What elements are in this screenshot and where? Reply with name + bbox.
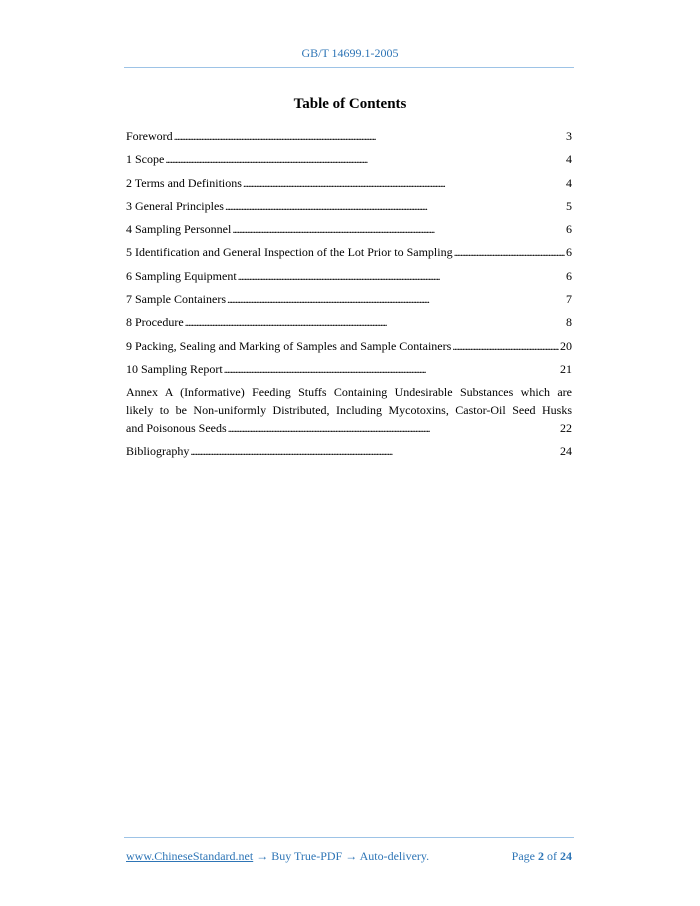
- toc-entry-page: 4: [566, 152, 572, 167]
- toc-entry-page: 6: [566, 222, 572, 237]
- dot-leader: [165, 150, 565, 168]
- footer-divider: [124, 837, 574, 838]
- toc-entry-identification[interactable]: [126, 243, 572, 266]
- dot-leader: [174, 127, 565, 145]
- toc-entry-text-line: likely to be Non-uniformly Distributed, Including Mycotoxins, Castor-Oil Seed Husks: [126, 403, 572, 418]
- toc-entry-text: Bibliography: [126, 444, 190, 459]
- page-label: Page: [511, 849, 535, 863]
- page-indicator: [512, 849, 572, 864]
- toc-entry-page: 4: [566, 175, 572, 190]
- toc-entry-text: 1 Scope: [126, 152, 165, 167]
- dot-leader: [225, 197, 565, 215]
- toc-title: Table of Contents: [293, 96, 407, 112]
- toc-entry-text: 10 Sampling Report: [126, 361, 223, 376]
- toc-entry-sampling-personnel[interactable]: [126, 220, 572, 243]
- toc-entry-page: 6: [566, 268, 572, 283]
- toc-entry-text-line: Annex A (Informative) Feeding Stuffs Containing Undesirable Substances which are: [126, 385, 572, 400]
- toc-entry-page: 8: [566, 315, 572, 330]
- arrow-right-icon: →: [256, 849, 269, 863]
- dot-leader: [227, 290, 565, 308]
- toc-entry-sample-containers[interactable]: [126, 290, 572, 313]
- toc-entry-page: 22: [560, 421, 572, 436]
- toc-entry-text: 2 Terms and Definitions: [126, 175, 242, 190]
- toc-entry-page: 5: [566, 198, 572, 213]
- toc-entry-page: 3: [566, 129, 572, 143]
- dot-leader: [190, 442, 559, 460]
- page-current: 2: [538, 849, 544, 863]
- toc-entry-text-line: and Poisonous Seeds: [126, 421, 227, 436]
- toc-entry-text: 7 Sample Containers: [126, 292, 226, 307]
- page-of-label: of: [547, 849, 557, 863]
- toc-entry-sampling-equipment[interactable]: [126, 267, 572, 290]
- toc-entry-text: 3 General Principles: [126, 198, 224, 213]
- dot-leader: [243, 174, 565, 192]
- buy-true-pdf-text: Buy True-PDF: [271, 849, 343, 863]
- toc-entry-packing[interactable]: [126, 337, 572, 360]
- dot-leader: [185, 313, 565, 331]
- toc-entry-page: 24: [560, 444, 572, 459]
- dot-leader: [454, 243, 565, 261]
- dot-leader: [238, 267, 565, 285]
- header-divider: [124, 67, 574, 68]
- toc-entry-text: 9 Packing, Sealing and Marking of Samples and Sample Containers: [126, 338, 452, 353]
- toc-entry-procedure[interactable]: [126, 313, 572, 336]
- toc-entry-page: 21: [560, 361, 572, 376]
- toc-entry-terms[interactable]: [126, 174, 572, 197]
- toc-entry-general-principles[interactable]: [126, 197, 572, 220]
- arrow-right-icon: →: [345, 849, 358, 863]
- toc-entry-text: Foreword: [126, 129, 173, 143]
- toc-entry-bibliography[interactable]: [126, 442, 572, 465]
- toc-entry-annex-a[interactable]: [126, 383, 572, 437]
- table-of-contents: [126, 127, 572, 466]
- toc-entry-scope[interactable]: [126, 150, 572, 173]
- dot-leader: [224, 360, 559, 378]
- toc-entry-page: 20: [560, 338, 572, 353]
- toc-entry-text: 5 Identification and General Inspection of the Lot Prior to Sampling: [126, 245, 453, 260]
- toc-entry-text: 4 Sampling Personnel: [126, 222, 232, 237]
- toc-entry-foreword[interactable]: [126, 127, 572, 150]
- dot-leader: [232, 220, 565, 238]
- auto-delivery-text: Auto-delivery.: [359, 849, 430, 863]
- toc-entry-page: 7: [566, 292, 572, 307]
- toc-entry-text: 8 Procedure: [126, 315, 184, 330]
- toc-entry-sampling-report[interactable]: [126, 360, 572, 383]
- website-link[interactable]: www.ChineseStandard.net: [126, 849, 254, 863]
- toc-entry-page: 6: [566, 245, 572, 260]
- standard-code-header: GB/T 14699.1-2005: [301, 46, 399, 60]
- dot-leader: [452, 337, 559, 355]
- dot-leader: [228, 419, 559, 437]
- page-total: 24: [560, 849, 572, 863]
- toc-entry-text: 6 Sampling Equipment: [126, 268, 237, 283]
